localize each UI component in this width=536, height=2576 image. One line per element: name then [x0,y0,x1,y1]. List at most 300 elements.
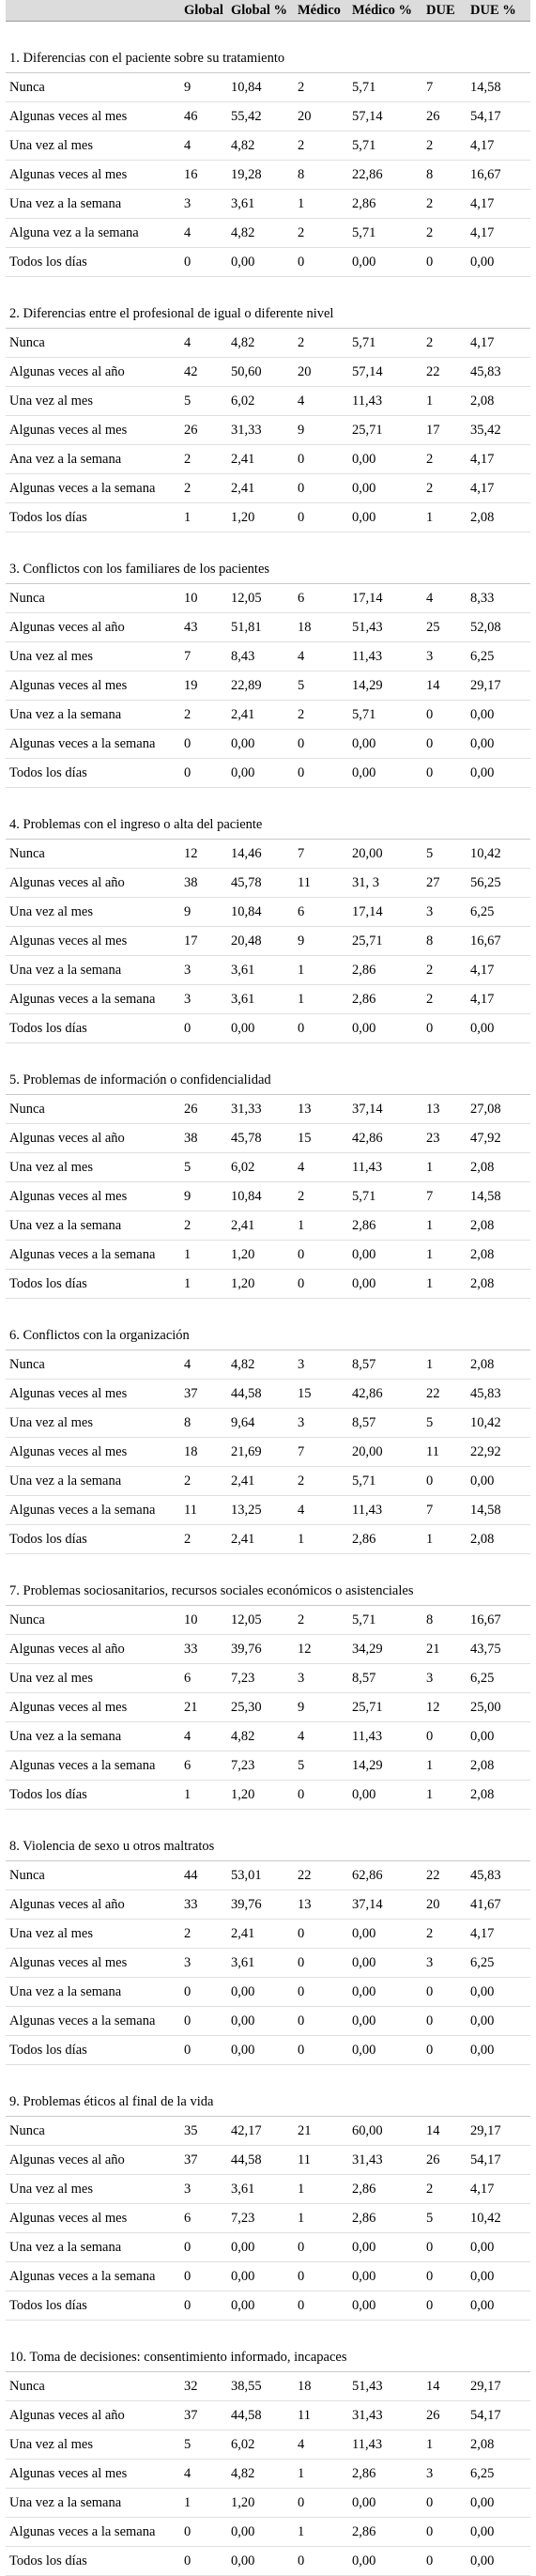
due-count: 0 [422,2036,467,2065]
global-pct: 45,78 [227,869,294,898]
due-count: 8 [422,927,467,956]
table-row [6,1722,530,1751]
due-pct: 0,00 [467,2036,530,2065]
global-count: 0 [180,2262,227,2291]
due-count: 2 [422,1920,467,1949]
global-pct: 31,33 [227,1095,294,1124]
global-pct: 51,81 [227,613,294,642]
section-title: 2. Diferencias entre el profesional de igual o diferente nivel [6,277,530,329]
medico-pct: 0,00 [348,759,422,788]
section-title: 8. Violencia de sexo u otros maltratos [6,1810,530,1861]
due-count: 7 [422,73,467,102]
due-count: 3 [422,642,467,671]
medico-count: 0 [294,1949,348,1978]
due-pct: 29,17 [467,2117,530,2146]
medico-count: 0 [294,1014,348,1043]
row-label: Algunas veces a la semana [6,2262,180,2291]
medico-pct: 20,00 [348,1438,422,1467]
global-count: 37 [180,2401,227,2430]
due-pct: 4,17 [467,219,530,248]
due-count: 1 [422,1751,467,1781]
medico-pct: 0,00 [348,730,422,759]
medico-pct: 34,29 [348,1635,422,1664]
due-count: 20 [422,1890,467,1920]
due-pct: 2,08 [467,1270,530,1299]
due-count: 0 [422,730,467,759]
row-label: Todos los días [6,503,180,532]
row-label: Algunas veces al mes [6,2460,180,2489]
global-count: 0 [180,1014,227,1043]
table-row [6,1781,530,1810]
due-pct: 16,67 [467,1606,530,1635]
due-count: 1 [422,1211,467,1241]
global-pct: 38,55 [227,2372,294,2401]
due-count: 0 [422,1467,467,1496]
table-row [6,730,530,759]
table-row [6,2146,530,2175]
medico-count: 0 [294,248,348,277]
table-row [6,1211,530,1241]
section-title: 6. Conflictos con la organización [6,1299,530,1350]
medico-count: 1 [294,1525,348,1554]
row-label: Algunas veces a la semana [6,2007,180,2036]
section-title: 3. Conflictos con los familiares de los pacientes [6,532,530,584]
medico-count: 1 [294,956,348,985]
due-pct: 43,75 [467,1635,530,1664]
row-label: Algunas veces al mes [6,1438,180,1467]
due-count: 0 [422,2262,467,2291]
due-count: 0 [422,1014,467,1043]
medico-count: 3 [294,1664,348,1693]
medico-count: 11 [294,2401,348,2430]
table-row [6,2233,530,2262]
row-label: Algunas veces al mes [6,1182,180,1211]
global-count: 43 [180,613,227,642]
medico-pct: 2,86 [348,2518,422,2547]
global-count: 0 [180,2007,227,2036]
global-pct: 44,58 [227,2401,294,2430]
global-count: 1 [180,1241,227,1270]
global-count: 11 [180,1496,227,1525]
global-pct: 12,05 [227,584,294,613]
table-row [6,1409,530,1438]
table-row [6,2518,530,2547]
due-count: 1 [422,1350,467,1380]
medico-count: 20 [294,102,348,131]
table-row [6,503,530,532]
table-row [6,1438,530,1467]
global-pct: 7,23 [227,2204,294,2233]
row-label: Una vez a la semana [6,1211,180,1241]
table-row [6,161,530,190]
due-pct: 6,25 [467,1949,530,1978]
global-pct: 3,61 [227,985,294,1014]
due-pct: 29,17 [467,2372,530,2401]
medico-count: 0 [294,1241,348,1270]
section-header [6,1299,530,1350]
due-pct: 2,08 [467,1350,530,1380]
due-count: 22 [422,358,467,387]
global-pct: 12,05 [227,1606,294,1635]
global-count: 0 [180,2518,227,2547]
global-count: 0 [180,2291,227,2321]
table-row [6,2117,530,2146]
row-label: Una vez a la semana [6,1978,180,2007]
medico-pct: 8,57 [348,1350,422,1380]
row-label: Una vez a la semana [6,2489,180,2518]
table-row [6,701,530,730]
table-row [6,2460,530,2489]
medico-count: 1 [294,1211,348,1241]
medico-pct: 11,43 [348,1722,422,1751]
due-pct: 0,00 [467,2262,530,2291]
due-pct: 6,25 [467,642,530,671]
medico-count: 4 [294,387,348,416]
global-count: 26 [180,1095,227,1124]
row-label: Algunas veces a la semana [6,1496,180,1525]
medico-count: 0 [294,2547,348,2576]
table-row [6,2547,530,2576]
global-pct: 1,20 [227,503,294,532]
medico-count: 4 [294,2430,348,2460]
global-pct: 1,20 [227,1241,294,1270]
global-count: 2 [180,445,227,474]
due-pct: 54,17 [467,102,530,131]
due-count: 2 [422,131,467,161]
medico-count: 4 [294,642,348,671]
global-pct: 19,28 [227,161,294,190]
row-label: Algunas veces al mes [6,1380,180,1409]
row-label: Nunca [6,840,180,869]
table-row [6,329,530,358]
global-count: 2 [180,1920,227,1949]
medico-count: 0 [294,2233,348,2262]
medico-count: 2 [294,1467,348,1496]
global-count: 10 [180,1606,227,1635]
table-row [6,2401,530,2430]
global-pct: 0,00 [227,2547,294,2576]
due-pct: 16,67 [467,161,530,190]
row-label: Una vez a la semana [6,701,180,730]
global-count: 1 [180,1270,227,1299]
row-label: Algunas veces a la semana [6,474,180,503]
row-label: Nunca [6,1606,180,1635]
due-pct: 16,67 [467,927,530,956]
due-pct: 0,00 [467,2518,530,2547]
global-pct: 0,00 [227,2262,294,2291]
row-label: Algunas veces al mes [6,2204,180,2233]
medico-count: 2 [294,329,348,358]
medico-count: 13 [294,1095,348,1124]
medico-pct: 0,00 [348,474,422,503]
medico-pct: 31, 3 [348,869,422,898]
global-pct: 10,84 [227,73,294,102]
medico-pct: 11,43 [348,2430,422,2460]
medico-pct: 0,00 [348,503,422,532]
due-pct: 4,17 [467,329,530,358]
medico-pct: 0,00 [348,1241,422,1270]
due-count: 8 [422,1606,467,1635]
global-count: 3 [180,2175,227,2204]
row-label: Algunas veces al año [6,869,180,898]
due-pct: 52,08 [467,613,530,642]
section-header [6,2065,530,2117]
medico-count: 2 [294,219,348,248]
row-label: Algunas veces al año [6,1124,180,1153]
due-count: 22 [422,1380,467,1409]
global-pct: 2,41 [227,1525,294,1554]
row-label: Algunas veces al año [6,1635,180,1664]
row-label: Algunas veces al mes [6,161,180,190]
global-pct: 39,76 [227,1635,294,1664]
global-count: 33 [180,1635,227,1664]
row-label: Algunas veces a la semana [6,1751,180,1781]
due-pct: 54,17 [467,2401,530,2430]
global-pct: 1,20 [227,1781,294,1810]
global-pct: 53,01 [227,1861,294,1890]
header-due-pct: DUE % [467,0,530,22]
header-label [6,0,180,22]
table-row [6,2204,530,2233]
global-pct: 3,61 [227,2175,294,2204]
row-label: Algunas veces a la semana [6,1241,180,1270]
due-pct: 10,42 [467,2204,530,2233]
global-count: 0 [180,2233,227,2262]
table-row [6,219,530,248]
table-row [6,1978,530,2007]
due-pct: 2,08 [467,1751,530,1781]
global-count: 10 [180,584,227,613]
medico-count: 1 [294,2204,348,2233]
due-count: 1 [422,503,467,532]
medico-count: 11 [294,869,348,898]
due-count: 3 [422,898,467,927]
medico-count: 1 [294,985,348,1014]
section-header [6,532,530,584]
medico-count: 0 [294,474,348,503]
due-count: 7 [422,1182,467,1211]
table-row [6,1095,530,1124]
table-row [6,1664,530,1693]
global-count: 9 [180,898,227,927]
table-row [6,1380,530,1409]
row-label: Algunas veces a la semana [6,985,180,1014]
medico-count: 6 [294,584,348,613]
due-count: 3 [422,1664,467,1693]
global-count: 2 [180,1525,227,1554]
row-label: Nunca [6,1350,180,1380]
global-pct: 1,20 [227,1270,294,1299]
row-label: Algunas veces al mes [6,102,180,131]
header-medico-pct: Médico % [348,0,422,22]
medico-pct: 14,29 [348,671,422,701]
medico-pct: 2,86 [348,1525,422,1554]
due-pct: 6,25 [467,2460,530,2489]
medico-pct: 11,43 [348,1496,422,1525]
row-label: Todos los días [6,248,180,277]
medico-count: 1 [294,2175,348,2204]
table-row [6,642,530,671]
global-count: 42 [180,358,227,387]
medico-count: 1 [294,2460,348,2489]
due-pct: 0,00 [467,2007,530,2036]
section-header [6,22,530,73]
medico-pct: 57,14 [348,102,422,131]
medico-pct: 2,86 [348,2460,422,2489]
global-count: 1 [180,1781,227,1810]
section-header [6,788,530,840]
medico-count: 2 [294,131,348,161]
global-count: 4 [180,131,227,161]
global-count: 4 [180,1350,227,1380]
medico-pct: 5,71 [348,1182,422,1211]
medico-pct: 25,71 [348,416,422,445]
table-row [6,358,530,387]
global-pct: 6,02 [227,2430,294,2460]
medico-count: 9 [294,416,348,445]
medico-count: 5 [294,671,348,701]
section-title: 7. Problemas sociosanitarios, recursos sociales económicos o asistenciales [6,1554,530,1606]
medico-pct: 0,00 [348,1920,422,1949]
global-count: 4 [180,329,227,358]
table-row [6,1467,530,1496]
medico-pct: 5,71 [348,1467,422,1496]
global-count: 0 [180,2547,227,2576]
row-label: Una vez al mes [6,1920,180,1949]
due-count: 0 [422,759,467,788]
medico-count: 0 [294,1978,348,2007]
due-count: 14 [422,2117,467,2146]
table-row [6,387,530,416]
global-count: 0 [180,759,227,788]
medico-count: 22 [294,1861,348,1890]
due-count: 2 [422,219,467,248]
global-pct: 4,82 [227,219,294,248]
due-count: 22 [422,1861,467,1890]
table-row [6,1153,530,1182]
global-count: 26 [180,416,227,445]
due-pct: 2,08 [467,2430,530,2460]
medico-count: 2 [294,1182,348,1211]
global-pct: 4,82 [227,2460,294,2489]
due-count: 1 [422,1525,467,1554]
medico-pct: 8,57 [348,1409,422,1438]
medico-pct: 17,14 [348,898,422,927]
global-count: 37 [180,2146,227,2175]
table-row [6,474,530,503]
header-due: DUE [422,0,467,22]
medico-pct: 60,00 [348,2117,422,2146]
due-pct: 45,83 [467,358,530,387]
row-label: Todos los días [6,1781,180,1810]
table-body [6,22,530,2576]
medico-pct: 51,43 [348,613,422,642]
medico-count: 6 [294,898,348,927]
due-pct: 2,08 [467,1241,530,1270]
global-pct: 4,82 [227,329,294,358]
medico-count: 1 [294,190,348,219]
section-title: 5. Problemas de información o confidencialidad [6,1043,530,1095]
table-row [6,584,530,613]
medico-pct: 0,00 [348,2291,422,2321]
medico-count: 18 [294,2372,348,2401]
medico-count: 0 [294,759,348,788]
row-label: Nunca [6,2117,180,2146]
due-count: 26 [422,102,467,131]
header-global: Global [180,0,227,22]
global-pct: 0,00 [227,2036,294,2065]
row-label: Una vez a la semana [6,1467,180,1496]
global-pct: 3,61 [227,1949,294,1978]
due-count: 2 [422,474,467,503]
due-pct: 10,42 [467,840,530,869]
medico-count: 15 [294,1124,348,1153]
medico-count: 7 [294,1438,348,1467]
global-count: 33 [180,1890,227,1920]
due-count: 17 [422,416,467,445]
medico-count: 0 [294,2262,348,2291]
table-row [6,1496,530,1525]
medico-count: 2 [294,1606,348,1635]
row-label: Una vez al mes [6,642,180,671]
table-row [6,898,530,927]
due-pct: 4,17 [467,445,530,474]
global-pct: 50,60 [227,358,294,387]
due-count: 8 [422,161,467,190]
global-pct: 7,23 [227,1664,294,1693]
table-row [6,1182,530,1211]
medico-count: 0 [294,503,348,532]
global-count: 38 [180,869,227,898]
due-pct: 0,00 [467,2233,530,2262]
medico-pct: 0,00 [348,2036,422,2065]
table-row [6,1124,530,1153]
global-pct: 0,00 [227,1014,294,1043]
due-pct: 35,42 [467,416,530,445]
row-label: Nunca [6,1095,180,1124]
global-count: 5 [180,1153,227,1182]
due-pct: 0,00 [467,1014,530,1043]
global-pct: 0,00 [227,730,294,759]
global-pct: 2,41 [227,474,294,503]
row-label: Algunas veces al año [6,2146,180,2175]
due-count: 0 [422,2518,467,2547]
due-pct: 14,58 [467,73,530,102]
due-pct: 27,08 [467,1095,530,1124]
due-pct: 0,00 [467,1978,530,2007]
due-count: 5 [422,840,467,869]
global-pct: 10,84 [227,898,294,927]
table-row [6,1890,530,1920]
row-label: Una vez a la semana [6,956,180,985]
due-pct: 2,08 [467,387,530,416]
medico-pct: 25,71 [348,927,422,956]
row-label: Todos los días [6,2036,180,2065]
global-pct: 2,41 [227,445,294,474]
row-label: Una vez al mes [6,1409,180,1438]
global-count: 37 [180,1380,227,1409]
medico-pct: 11,43 [348,642,422,671]
due-count: 0 [422,248,467,277]
table-row [6,985,530,1014]
section-title: 1. Diferencias con el paciente sobre su tratamiento [6,22,530,73]
medico-pct: 2,86 [348,956,422,985]
global-count: 2 [180,474,227,503]
medico-pct: 5,71 [348,701,422,730]
due-pct: 22,92 [467,1438,530,1467]
due-count: 2 [422,956,467,985]
table-row [6,1014,530,1043]
